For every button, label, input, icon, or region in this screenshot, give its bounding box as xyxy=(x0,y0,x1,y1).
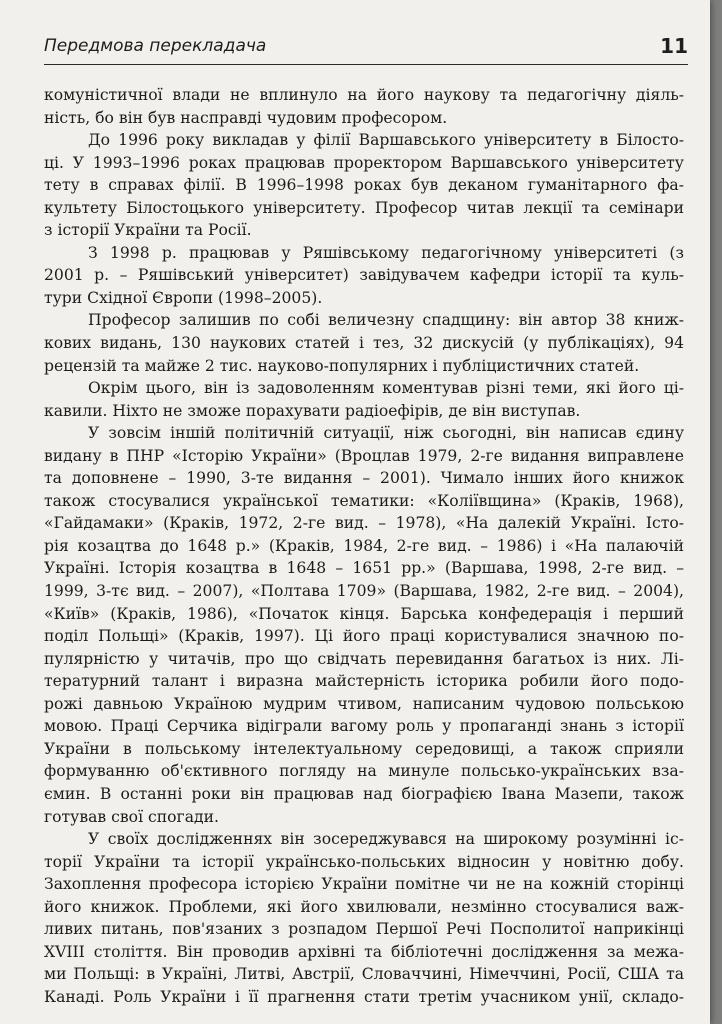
text-line: ємин. В останні роки він працював над біографією Івана Мазепи, також xyxy=(44,784,684,803)
text-line: До 1996 року викладав у філії Варшавського університету в Білосто- xyxy=(88,131,684,150)
text-line: ливих питань, пов'язаних з розпадом Першої Речі Посполитої наприкінці xyxy=(44,920,684,939)
text-line: також стосувалися української тематики: «Коліївщина» (Краків, 1968), xyxy=(44,491,684,510)
text-line: мовою. Праці Серчика відіграли вагому роль у пропаганді знань з історії xyxy=(44,717,684,736)
text-line: кових видань, 130 наукових статей і тез, 32 дискусій (у публікаціях), 94 xyxy=(44,334,684,353)
text-line: його книжок. Проблеми, які його хвилювали, незмінно стосувалися важ- xyxy=(44,897,684,916)
text-line: України в польському інтелектуальному середовищі, а також сприяли xyxy=(44,739,684,758)
text-line: ність, бо він був насправді чудовим професором. xyxy=(44,108,448,127)
text-line: поділ Польщі» (Краків, 1997). Ці його праці користувалися значною по- xyxy=(44,627,684,646)
text-line: ми Польщі: в Україні, Литві, Австрії, Словаччині, Німеччині, Росії, США та xyxy=(44,965,684,984)
text-line: «Гайдамаки» (Краків, 1972, 2-ге вид. – 1978), «На далекій Україні. Істо- xyxy=(44,514,684,533)
text-line: Україні. Історія козацтва в 1648 – 1651 рр.» (Варшава, 1998, 2-ге вид. – xyxy=(44,559,684,578)
text-line: готував свої спогади. xyxy=(44,807,219,826)
text-line: пулярністю у читачів, про що свідчать перевидання багатьох із них. Лі- xyxy=(44,649,684,668)
text-line: тету в справах філії. В 1996–1998 роках був деканом гуманітарного фа- xyxy=(44,176,684,195)
body-text xyxy=(44,84,684,1008)
running-title: Передмова перекладача xyxy=(44,36,267,56)
text-line: видану в ПНР «Історію України» (Вроцлав 1979, 2-ге видання виправлене xyxy=(44,446,684,465)
text-line: торії України та історії українсько-польських відносин у новітню добу. xyxy=(44,852,684,871)
text-line: 1999, 3-тє вид. – 2007), «Полтава 1709» (Варшава, 1982, 2-ге вид. – 2004), xyxy=(44,582,684,601)
text-line: З 1998 р. працював у Ряшівському педагогічному університеті (з xyxy=(88,243,684,262)
text-line: тературний талант і виразна майстерність історика робили його подо- xyxy=(44,672,684,691)
text-line: рецензій та майже 2 тис. науково-популярних і публіцистичних статей. xyxy=(44,356,640,375)
text-line: У зовсім іншій політичній ситуації, ніж сьогодні, він написав єдину xyxy=(88,424,684,443)
text-line: та доповнене – 1990, 3-те видання – 2001). Чимало інших його книжок xyxy=(44,469,684,488)
text-line: кавили. Ніхто не зможе порахувати радіоефірів, де він виступав. xyxy=(44,401,581,420)
page-header xyxy=(44,34,688,65)
text-line: культету Білостоцького університету. Професор читав лекції та семінари xyxy=(44,198,684,217)
text-line: комуністичної влади не вплинуло на його наукову та педагогічну діяль- xyxy=(44,86,684,104)
text-line: «Київ» (Краків, 1986), «Початок кінця. Барська конфедерація і перший xyxy=(44,604,684,623)
text-line: рожі давньою Україною мудрим чтивом, написаним чудовою польською xyxy=(44,694,684,713)
text-line: формуванню об'єктивного погляду на минуле польсько-українських вза- xyxy=(44,762,684,781)
text-line: Професор залишив по собі величезну спадщину: він автор 38 книж- xyxy=(88,311,684,330)
text-line: Окрім цього, він із задоволенням коментував різні теми, які його ці- xyxy=(88,379,684,398)
text-line: 2001 р. – Ряшівський університет) завідувачем кафедри історії та куль- xyxy=(44,266,684,285)
text-line: У своїх дослідженнях він зосереджувався на широкому розумінні іс- xyxy=(88,830,684,849)
text-line: з історії України та Росії. xyxy=(44,221,252,240)
text-line: ці. У 1993–1996 роках працював проректором Варшавського університету xyxy=(44,153,684,172)
text-line: рія козацтва до 1648 р.» (Краків, 1984, 2-ге вид. – 1986) і «На палаючій xyxy=(44,536,684,555)
text-line: XVIII століття. Він проводив архівні та бібліотечні дослідження за межа- xyxy=(44,942,684,961)
text-line: Захоплення професора історією України помітне чи не на кожній сторінці xyxy=(44,875,684,894)
text-line: тури Східної Європи (1998–2005). xyxy=(44,288,323,307)
page-number: 11 xyxy=(660,34,688,58)
text-line: Канаді. Роль України і її прагнення стати третім учасником унії, складо- xyxy=(44,987,684,1006)
